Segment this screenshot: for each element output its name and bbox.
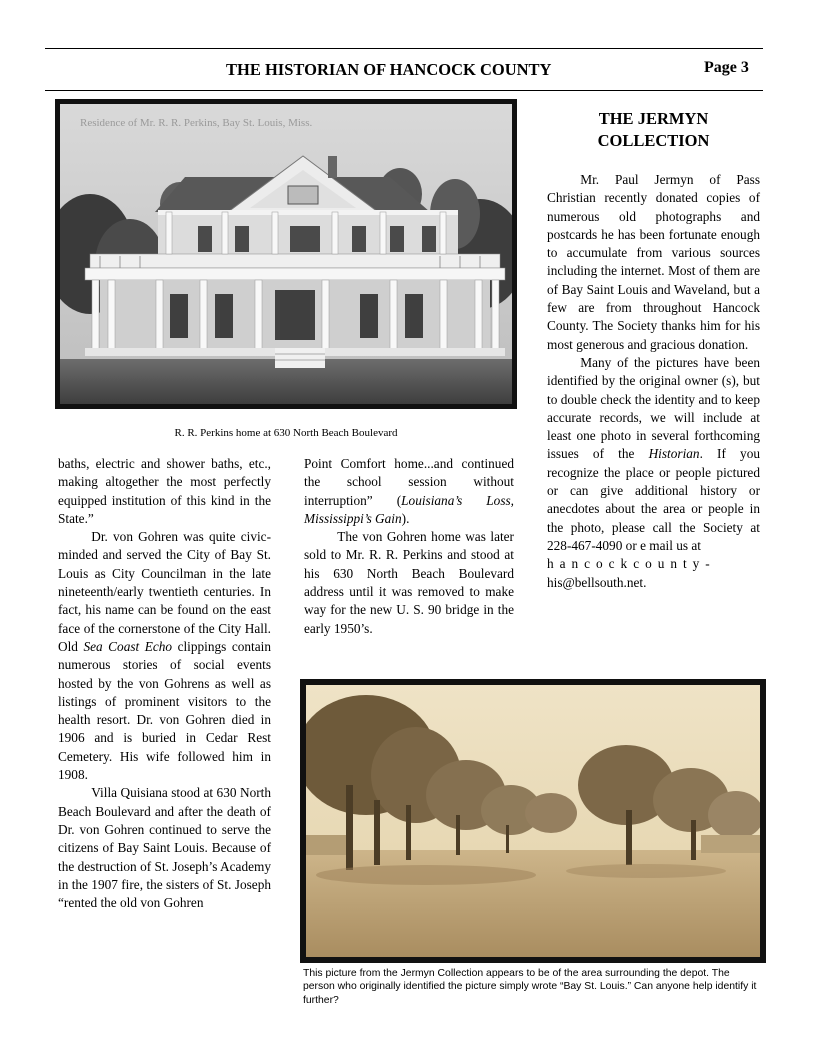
- text-run: Dr. von Gohren was quite civic-minded and served the City of Bay St. Louis as City Councilman in the late nineteenth/early twentieth centuries. In fact, his name can be found on the east face of the cornerstone of the City Hall. Old: [58, 529, 271, 654]
- perkins-home-illustration: [60, 104, 512, 404]
- postcard-inscription: Residence of Mr. R. R. Perkins, Bay St. Louis, Miss.: [80, 117, 313, 129]
- text-run: . If you recognize the place or people pictured or can give additional history or anecdotes about the area or people in the photo, please call the Society at 228-467-4090 or e mail us at: [547, 446, 761, 553]
- heading-line: THE JERMYN: [598, 109, 709, 128]
- text-run: Point Comfort home...and continued the school session without interruption” (: [304, 456, 514, 508]
- page-number: Page 3: [704, 59, 749, 76]
- text-run: clippings contain numerous stories of social events hosted by the von Gohrens as well as listings of prominent visitors to the health resort. Dr. von Gohren died in 1906 and is buried in Cedar Rest Cemetery. His wife followed him in 1908.: [58, 638, 271, 783]
- article-column-right: [547, 171, 760, 592]
- perkins-photo-caption: R. R. Perkins home at 630 North Beach Boulevard: [174, 427, 398, 439]
- article-paragraph: The von Gohren home was later sold to Mr. R. R. Perkins and stood at his 630 North Beach Boulevard address until it was removed to make way for the new U. S. 90 bridge in the early 1950’s.: [304, 529, 514, 636]
- book-title: Louisiana’s Loss, Mississippi’s Gain: [304, 492, 514, 526]
- article-paragraph: Villa Quisiana stood at 630 North Beach Boulevard and after the death of Dr. von Gohren continued to serve the citizens of Bay Saint Louis. Because of the destruction of St. Joseph’s Academy in the 1907 fire, the sisters of St. Joseph “rented the old von Gohren: [58, 785, 271, 911]
- newsletter-title: Historian: [648, 446, 700, 462]
- text-run: Many of the pictures have been identified by the original owner (s), but to double check the identity and to keep accurate records, we will include at least one photo in several forthcoming issues of the: [547, 354, 760, 462]
- heading-line: COLLECTION: [597, 131, 710, 150]
- article-paragraph: baths, electric and shower baths, etc., making altogether the most perfectly equipped institution of this kind in the State.”: [58, 456, 271, 526]
- article-paragraph: [58, 528, 271, 784]
- publication-title: Sea Coast Echo: [83, 638, 173, 654]
- depot-area-photo: [300, 679, 766, 963]
- article-column-left: [58, 455, 271, 912]
- jermyn-collection-heading: [547, 108, 760, 152]
- article-paragraph: [304, 455, 514, 528]
- text-run: ).: [401, 510, 410, 526]
- article-paragraph: Mr. Paul Jermyn of Pass Christian recently donated copies of numerous old photographs and postcards he has been fortunate enough to accumulate from various sources including the internet. Most of them are of Bay Saint Louis and Waveland, but a few are from throughout Hancock County. The Society thanks him for his most generous and gracious donation.: [547, 172, 760, 352]
- masthead-bottom-rule: [45, 90, 763, 91]
- contact-email: [547, 555, 760, 592]
- masthead-top-rule: [45, 48, 763, 49]
- email-part: hancockcounty-: [547, 556, 716, 572]
- masthead-title: THE HISTORIAN OF HANCOCK COUNTY: [226, 60, 552, 79]
- email-part: his@bellsouth.net.: [547, 574, 647, 590]
- article-paragraph: [547, 354, 760, 555]
- perkins-home-photo: [55, 99, 517, 409]
- depot-area-illustration: [306, 685, 760, 957]
- depot-photo-caption: This picture from the Jermyn Collection appears to be of the area surrounding the depot. The person who originally identified the picture simply wrote “Bay St. Louis.” Can anyone help identify it further?: [303, 968, 757, 1006]
- article-column-middle: [304, 455, 514, 638]
